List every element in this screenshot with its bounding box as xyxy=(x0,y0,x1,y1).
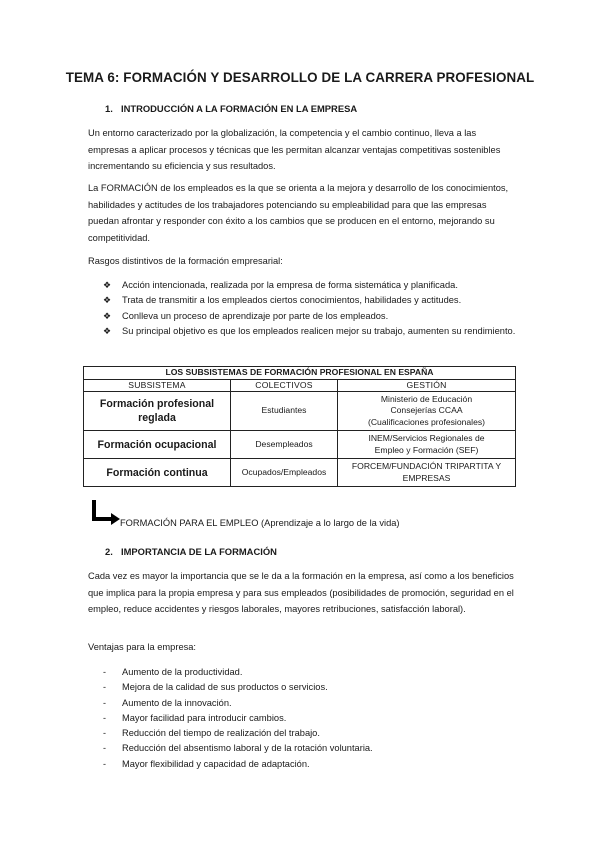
list-item-text: Trata de transmitir a los empleados ciertos conocimientos, habilidades y actitudes. xyxy=(122,295,462,306)
list-item xyxy=(103,665,523,680)
section-2-title: IMPORTANCIA DE LA FORMACIÓN xyxy=(121,546,277,557)
diamond-bullet-icon: ❖ xyxy=(103,325,112,336)
table-cell-subsistema: Formación continua xyxy=(84,459,231,487)
table-row xyxy=(84,459,516,487)
list-item xyxy=(103,696,523,711)
list-item-text: Mayor facilidad para introducir cambios. xyxy=(122,712,287,723)
list-item-text: Conlleva un proceso de aprendizaje por parte de los empleados. xyxy=(122,310,389,321)
list-item xyxy=(103,278,523,293)
list-item xyxy=(103,293,523,308)
list-item-text: Mayor flexibilidad y capacidad de adaptación. xyxy=(122,758,310,769)
dash-bullet: - xyxy=(103,758,106,769)
table-cell-gestion xyxy=(338,392,516,431)
gestion-line: EMPRESAS xyxy=(402,472,451,483)
section-1-paragraph-3: Rasgos distintivos de la formación empresarial: xyxy=(88,256,283,266)
list-item xyxy=(103,741,523,756)
table-header-subsistema: SUBSISTEMA xyxy=(84,379,231,392)
section-2-paragraph-2: Ventajas para la empresa: xyxy=(88,642,197,652)
section-1-paragraph-1: Un entorno caracterizado por la globalización, la competencia y el cambio continuo, lleva a las empresas a aplicar procesos y técnicas que les permitan alcanzar ventajas competitivas sostenibles incrementando su eficiencia y sus resultados. xyxy=(88,128,501,171)
list-item xyxy=(103,309,523,324)
dash-bullet: - xyxy=(103,697,106,708)
list-item-text: Mejora de la calidad de sus productos o servicios. xyxy=(122,682,328,693)
table-row xyxy=(84,392,516,431)
gestion-line: Empleo y Formación (SEF) xyxy=(374,444,479,455)
list-item xyxy=(103,726,523,741)
table-cell-colectivo: Ocupados/Empleados xyxy=(231,459,338,487)
list-item-text: Reducción del tiempo de realización del trabajo. xyxy=(122,728,320,739)
rasgos-list xyxy=(103,278,523,339)
dash-bullet: - xyxy=(103,712,106,723)
table-cell-gestion xyxy=(338,431,516,459)
list-item-text: Aumento de la productividad. xyxy=(122,667,243,677)
ventajas-list xyxy=(103,665,523,772)
table-row xyxy=(84,431,516,459)
list-item xyxy=(103,324,523,339)
section-2-paragraph-1: Cada vez es mayor la importancia que se le da a la formación en la empresa, así como a los beneficios que implica para la propia empresa y para sus empleados (posibilidades de promoción, seguridad en el empleo, reduce accidentes y riesgos laborales, mayores retribuciones, satisfacción laboral). xyxy=(88,571,514,614)
section-2-number: 2. xyxy=(105,546,113,557)
list-item-text: Acción intencionada, realizada por la empresa de forma sistemática y planificada. xyxy=(122,280,458,290)
list-item-text: Su principal objetivo es que los empleados realicen mejor su trabajo, aumenten su rendimiento. xyxy=(122,325,516,336)
gestion-line: FORCEM/FUNDACIÓN TRIPARTITA Y xyxy=(351,461,502,471)
section-1-number: 1. xyxy=(105,103,113,114)
dash-bullet: - xyxy=(103,743,106,754)
dash-bullet: - xyxy=(103,728,106,739)
gestion-line: Consejerías CCAA xyxy=(390,405,463,416)
table-cell-colectivo: Estudiantes xyxy=(231,392,338,431)
section-1-title: INTRODUCCIÓN A LA FORMACIÓN EN LA EMPRESA xyxy=(121,103,358,114)
list-item-text: Reducción del absentismo laboral y de la rotación voluntaria. xyxy=(122,743,373,754)
subsistemas-table xyxy=(83,366,516,487)
dash-bullet: - xyxy=(103,682,106,693)
table-cell-gestion xyxy=(338,459,516,487)
dash-bullet: - xyxy=(103,667,106,677)
list-item xyxy=(103,680,523,695)
bent-arrow-icon xyxy=(90,500,120,526)
list-item-text: Aumento de la innovación. xyxy=(122,697,232,708)
table-cell-subsistema: Formación ocupacional xyxy=(84,431,231,459)
table-header-colectivos: COLECTIVOS xyxy=(231,379,338,392)
section-1-paragraph-2: La FORMACIÓN de los empleados es la que se orienta a la mejora y desarrollo de los conocimientos, habilidades y actitudes de los trabajadores potenciando su empleabilidad para que las empresas puedan afrontar y responder con éxito a los cambios que se producen en el entorno, mejorando su competitividad. xyxy=(88,183,509,243)
list-item xyxy=(103,711,523,726)
table-cell-colectivo: Desempleados xyxy=(231,431,338,459)
diamond-bullet-icon: ❖ xyxy=(103,280,112,290)
table-header-gestion: GESTIÓN xyxy=(338,379,516,392)
diamond-bullet-icon: ❖ xyxy=(103,310,112,321)
section-2-heading xyxy=(105,546,277,557)
list-item xyxy=(103,757,523,772)
section-1-heading xyxy=(105,103,357,114)
table-cell-subsistema: Formación profesional reglada xyxy=(84,392,231,431)
diamond-bullet-icon: ❖ xyxy=(103,295,112,306)
formacion-empleo-note: FORMACIÓN PARA EL EMPLEO (Aprendizaje a lo largo de la vida) xyxy=(120,518,400,528)
gestion-line: INEM/Servicios Regionales de xyxy=(368,433,485,443)
gestion-line: Ministerio de Educación xyxy=(380,393,473,404)
document-title: TEMA 6: FORMACIÓN Y DESARROLLO DE LA CARRERA PROFESIONAL xyxy=(65,70,535,85)
table-caption: LOS SUBSISTEMAS DE FORMACIÓN PROFESIONAL EN ESPAÑA xyxy=(84,367,516,380)
gestion-line: (Cualificaciones profesionales) xyxy=(367,416,486,427)
